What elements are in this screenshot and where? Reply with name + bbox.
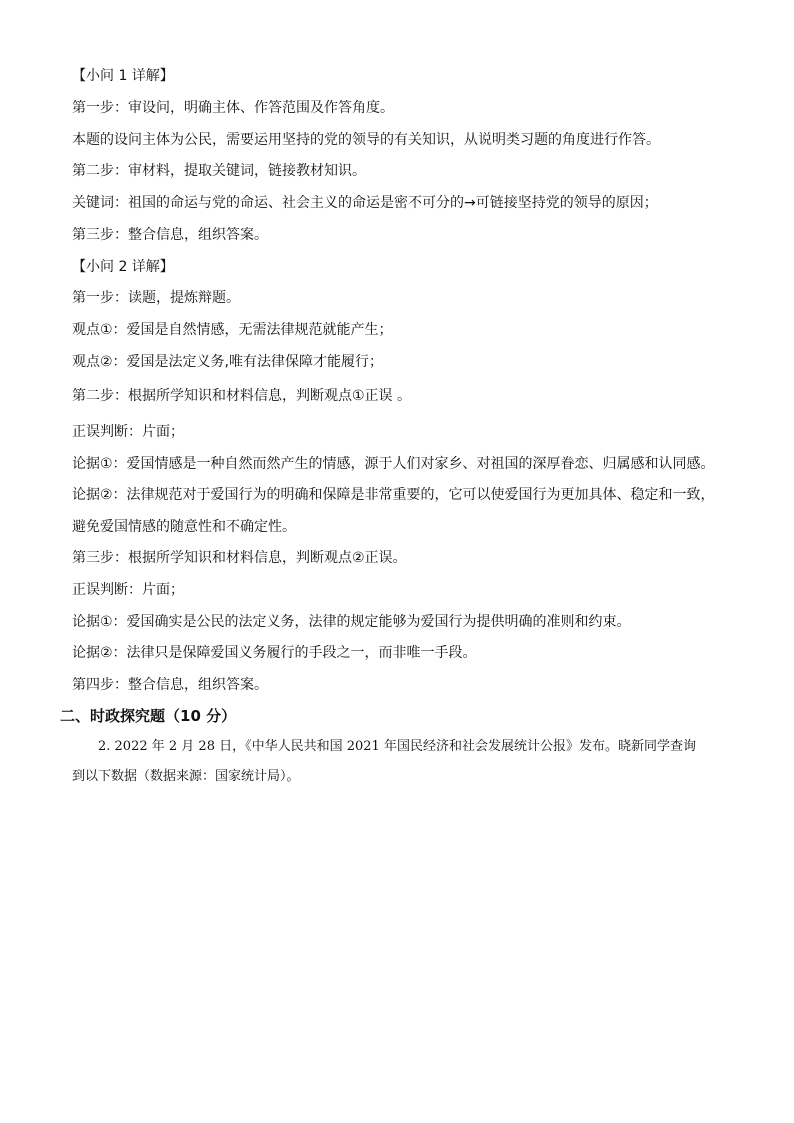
text-line: 论据①：爱国确实是公民的法定义务，法律的规定能够为爱国行为提供明确的准则和约束。 xyxy=(72,614,631,630)
text-line: 第三步：整合信息，组织答案。 xyxy=(72,227,268,243)
text-line: 第二步：根据所学知识和材料信息，判断观点①正误 。 xyxy=(72,388,411,404)
question-text-line-2: 到以下数据（数据来源：国家统计局）。 xyxy=(72,769,300,784)
text-line: 正误判断：片面； xyxy=(72,424,184,440)
text-line: 关键词：祖国的命运与党的命运、社会主义的命运是密不可分的→可链接坚持党的领导的原因； xyxy=(72,195,658,211)
text-line: 本题的设问主体为公民，需要运用坚持的党的领导的有关知识，从说明类习题的角度进行作答。 xyxy=(72,132,660,148)
text-line: 第二步：审材料，提取关键词，链接教材知识。 xyxy=(72,163,366,179)
text-line: 第一步：读题，提炼辩题。 xyxy=(72,290,240,306)
text-line: 第四步：整合信息，组织答案。 xyxy=(72,677,268,693)
text-line: 正误判断：片面； xyxy=(72,582,184,598)
section-title: 二、时政探究题（10 分） xyxy=(60,707,237,725)
text-line: 论据①：爱国情感是一种自然而然产生的情感，源于人们对家乡、对祖国的深厚眷恋、归属感和认同感。 xyxy=(72,456,715,472)
text-line: 论据②：法律只是保障爱国义务履行的手段之一，而非唯一手段。 xyxy=(72,645,477,661)
question-text-line-1: 2. 2022 年 2 月 28 日，《中华人民共和国 2021 年国民经济和社会发展统计公报》发布。晓新同学查询 xyxy=(98,739,696,754)
text-line: 第三步：根据所学知识和材料信息，判断观点②正误。 xyxy=(72,550,407,566)
text-line: 观点①：爱国是自然情感，无需法律规范就能产生； xyxy=(72,322,393,338)
text-line: 观点②：爱国是法定义务,唯有法律保障才能履行； xyxy=(72,354,383,370)
text-line: 第一步：审设问，明确主体、作答范围及作答角度。 xyxy=(72,100,394,116)
text-line: 论据②：法律规范对于爱国行为的明确和保障是非常重要的，它可以使爱国行为更加具体、稳定和一致， xyxy=(72,487,715,503)
subquestion-1-heading: 【小问 1 详解】 xyxy=(72,68,174,84)
text-line: 避免爱国情感的随意性和不确定性。 xyxy=(72,519,296,535)
subquestion-2-heading: 【小问 2 详解】 xyxy=(72,259,174,275)
